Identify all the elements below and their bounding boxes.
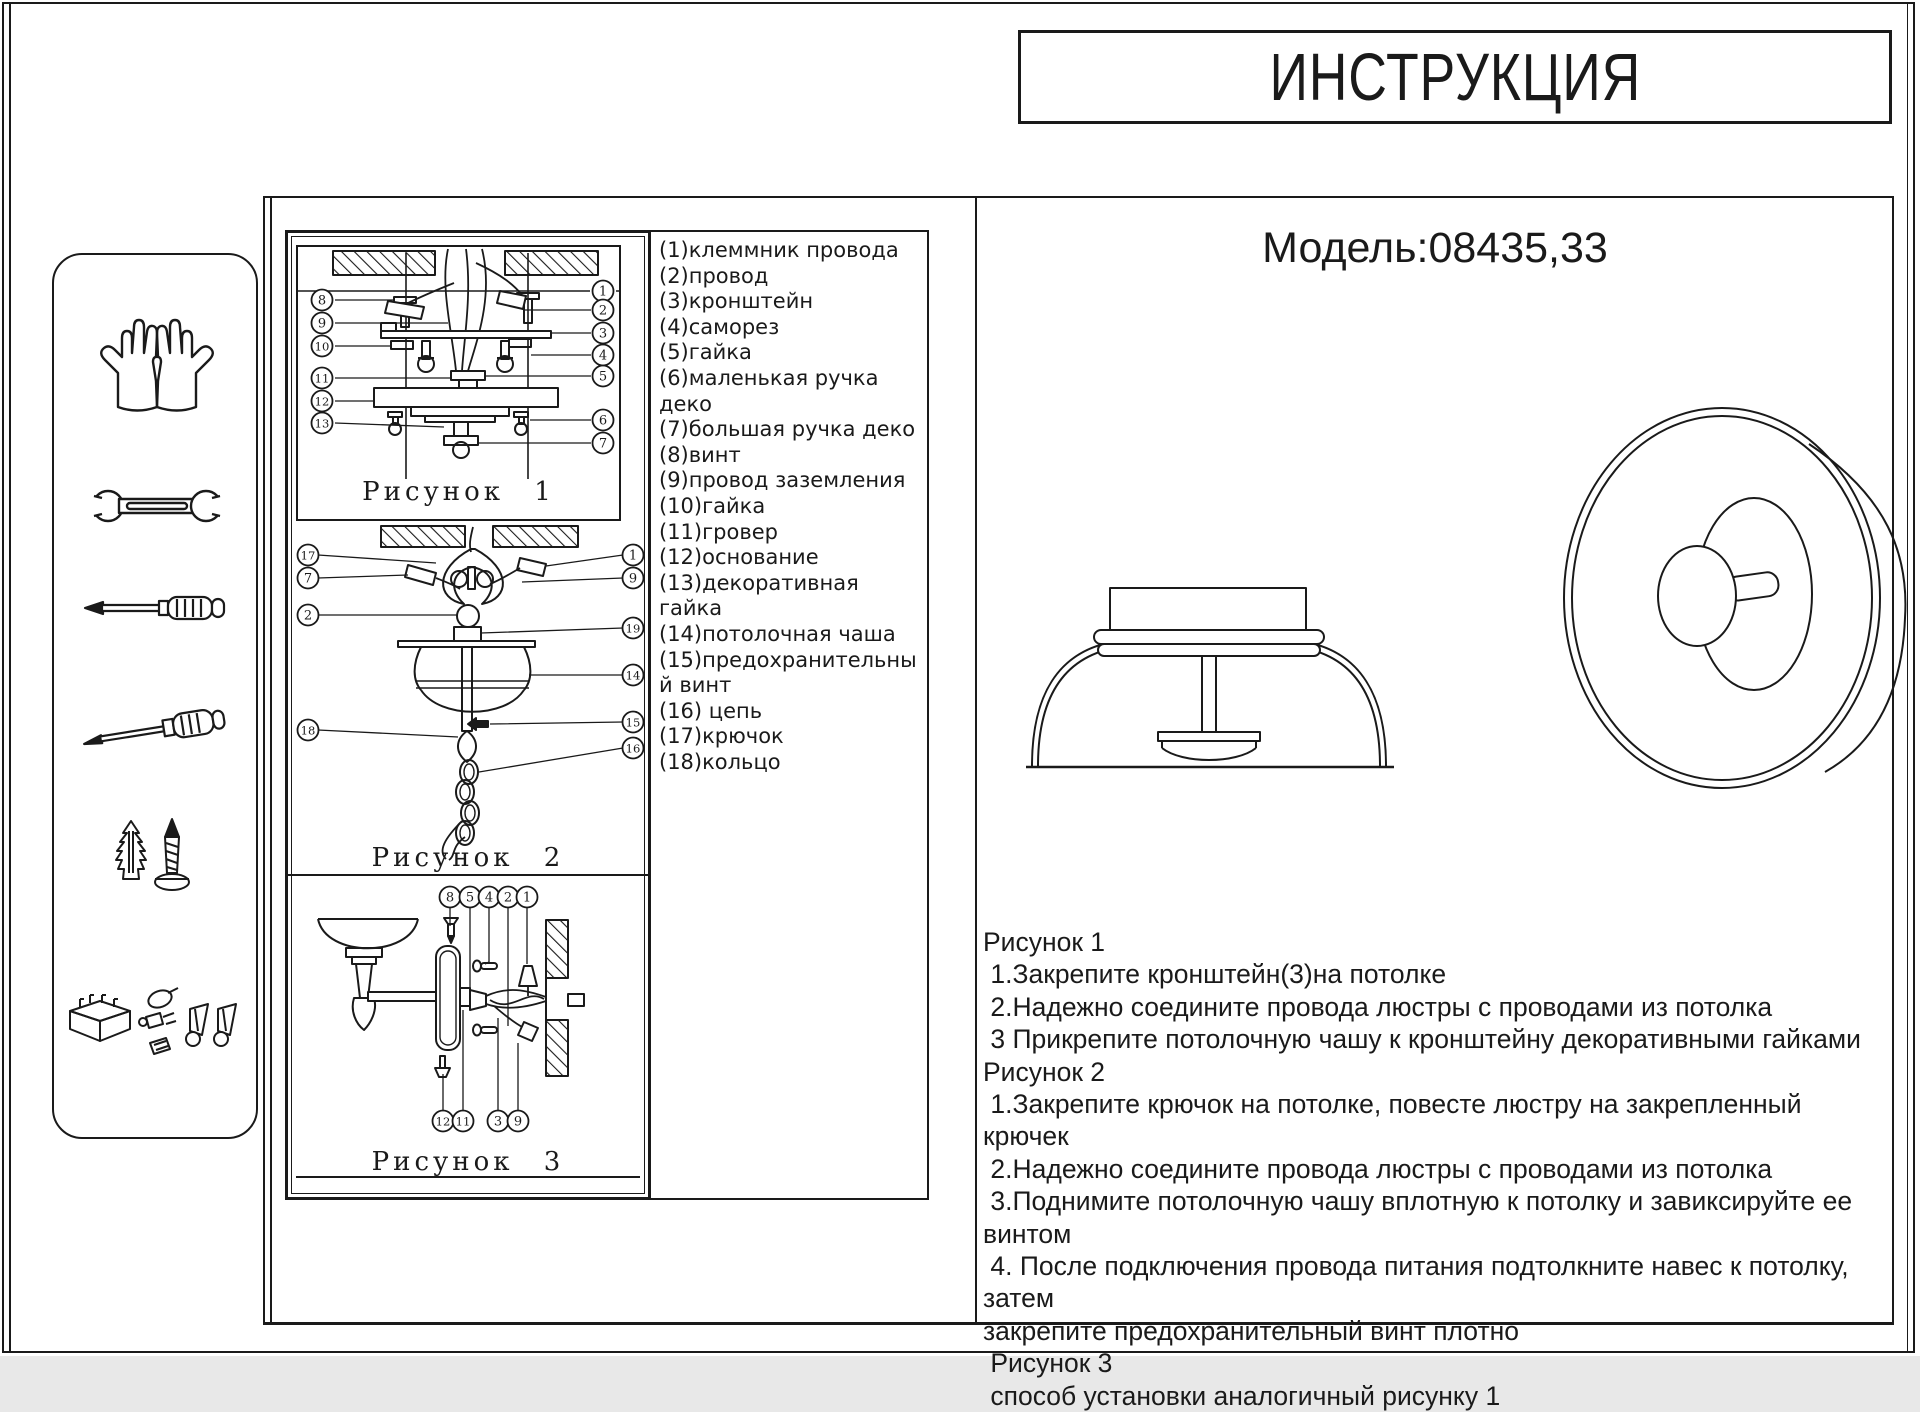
parts-list-item: (16) цепь	[659, 698, 763, 723]
figure-2-drawing	[288, 525, 651, 873]
callout-number	[623, 545, 644, 566]
figure-3-underline	[296, 1176, 640, 1178]
instruction-line: закрепите предохранительный винт плотно	[983, 1315, 1519, 1346]
callout-number	[593, 345, 614, 366]
parts-list-item: (13)декоративная гайка	[659, 570, 859, 621]
callout-number	[312, 391, 333, 412]
model-label: Модель:08435,33	[1262, 224, 1608, 272]
figures-and-parts-box	[285, 230, 929, 1200]
callout-number	[593, 300, 614, 321]
svg-text:9: 9	[513, 1114, 523, 1130]
figures-column	[285, 230, 651, 1200]
tools-sidebar	[52, 253, 258, 1139]
callout-number	[508, 1111, 529, 1132]
callout-number	[593, 366, 614, 387]
svg-text:15: 15	[625, 715, 641, 730]
figure-1-caption: Рисунок 1	[362, 477, 555, 507]
flat-screwdriver-icon	[82, 591, 228, 625]
callout-number	[479, 887, 500, 908]
callout-number	[312, 313, 333, 334]
callout-number	[453, 1111, 474, 1132]
svg-text:14: 14	[625, 668, 641, 683]
svg-text:12: 12	[435, 1114, 451, 1129]
callout-number	[298, 605, 319, 626]
parts-list-item: (15)предохранительный винт	[659, 647, 917, 698]
instruction-line: Рисунок 3	[983, 1348, 1113, 1379]
callout-number	[593, 323, 614, 344]
content-box	[263, 196, 1894, 1411]
callout-number	[312, 413, 333, 434]
callout-number	[298, 720, 319, 741]
figure-separator-line	[288, 874, 648, 876]
content-box-inner-left-line	[270, 198, 272, 1322]
svg-text:1: 1	[522, 890, 532, 906]
callout-number	[312, 368, 333, 389]
callout-number	[498, 887, 519, 908]
svg-text:13: 13	[314, 416, 330, 431]
svg-text:9: 9	[317, 316, 327, 332]
callout-number	[312, 290, 333, 311]
svg-text:16: 16	[625, 741, 641, 756]
svg-text:5: 5	[598, 369, 608, 385]
parts-list-item: (10)гайка	[659, 493, 766, 518]
callout-number	[440, 887, 461, 908]
parts-list-item: (3)кронштейн	[659, 289, 814, 314]
svg-text:3: 3	[493, 1114, 503, 1130]
callout-number	[623, 665, 644, 686]
svg-text:11: 11	[455, 1114, 471, 1129]
parts-list-item: (1)клеммник провода	[659, 238, 899, 262]
svg-text:2: 2	[503, 890, 513, 906]
callout-number	[623, 712, 644, 733]
svg-text:6: 6	[598, 413, 608, 429]
svg-text:1: 1	[628, 548, 638, 564]
svg-text:7: 7	[303, 571, 313, 587]
fittings-icon	[62, 983, 240, 1065]
callout-number	[433, 1111, 454, 1132]
ceiling-lamp-side-view	[1022, 586, 1398, 770]
svg-text:12: 12	[314, 394, 330, 409]
parts-list-item: (17)крючок	[659, 724, 784, 749]
parts-list-item: (8)винт	[659, 442, 741, 467]
svg-text:3: 3	[598, 326, 608, 342]
wrench-icon	[90, 485, 224, 527]
svg-text:2: 2	[303, 608, 313, 624]
svg-text:19: 19	[625, 621, 641, 636]
svg-text:4: 4	[598, 348, 608, 364]
figure-3-caption: Рисунок 3	[371, 1147, 565, 1177]
instruction-line: 1.Закрепите кронштейн(3)на потолке	[983, 959, 1447, 990]
callout-number	[298, 568, 319, 589]
parts-list-item: (4)саморез	[659, 314, 780, 339]
svg-text:9: 9	[628, 571, 638, 587]
parts-list-item: (18)кольцо	[659, 749, 781, 774]
instruction-line: 4. После подключения провода питания подтолкните навес к потолку, затем	[983, 1251, 1856, 1314]
instruction-line: способ установки аналогичный рисунку 1	[983, 1380, 1501, 1411]
svg-text:2: 2	[598, 303, 608, 319]
column-divider-line	[975, 198, 977, 1322]
parts-list-item: (7)большая ручка деко	[659, 417, 916, 442]
callout-number	[593, 281, 614, 302]
callout-number	[312, 336, 333, 357]
callout-number	[623, 738, 644, 759]
title-box	[1018, 30, 1892, 124]
instruction-line: Рисунок 2	[983, 1056, 1106, 1087]
parts-list-item: (11)гровер	[659, 519, 778, 544]
wall-anchor-and-screw-icon	[109, 817, 201, 901]
instruction-line: 2.Надежно соедините провода люстры с проводами из потолка	[983, 991, 1773, 1022]
svg-text:8: 8	[317, 293, 327, 309]
callout-number	[517, 887, 538, 908]
phillips-screwdriver-icon	[78, 697, 228, 753]
figure-1-frame	[296, 245, 621, 521]
parts-list-item: (5)гайка	[659, 340, 752, 365]
parts-list-item: (12)основание	[659, 545, 819, 570]
svg-text:4: 4	[484, 890, 494, 906]
installation-instructions	[983, 926, 1888, 1412]
callout-number	[460, 887, 481, 908]
page-title: ИНСТРУКЦИЯ	[1269, 39, 1641, 115]
callout-number	[593, 410, 614, 431]
parts-list-item: (14)потолочная чаша	[659, 621, 896, 646]
svg-text:5: 5	[465, 890, 475, 906]
callout-number	[488, 1111, 509, 1132]
callout-number	[623, 568, 644, 589]
ceiling-lamp-perspective-view	[1557, 406, 1907, 791]
svg-text:17: 17	[300, 548, 316, 563]
instruction-line: 1.Закрепите крючок на потолке, повесте люстру на закрепленный крючек	[983, 1089, 1809, 1152]
figure-2-caption: Рисунок 2	[371, 843, 565, 873]
svg-text:18: 18	[300, 723, 316, 738]
gloves-icon	[92, 307, 222, 415]
instruction-line: 2.Надежно соедините провода люстры с проводами из потолка	[983, 1153, 1773, 1184]
svg-text:10: 10	[314, 339, 330, 354]
instruction-line: 3 Прикрепите потолочную чашу к кронштейну декоративными гайками	[983, 1024, 1861, 1055]
parts-list	[659, 238, 922, 775]
svg-text:8: 8	[445, 890, 455, 906]
instruction-line: 3.Поднимите потолочную чашу вплотную к потолку и завиксируйте ее винтом	[983, 1186, 1860, 1249]
svg-text:7: 7	[598, 436, 608, 452]
page-border-inner-left	[9, 2, 11, 1353]
callout-number	[593, 433, 614, 454]
callout-number	[623, 618, 644, 639]
parts-list-item: (2)провод	[659, 263, 769, 288]
instruction-line: Рисунок 1	[983, 927, 1106, 957]
parts-list-item: (9)провод заземления	[659, 468, 906, 493]
parts-list-item: (6)маленькая ручка деко	[659, 365, 879, 416]
callout-number	[298, 545, 319, 566]
svg-text:11: 11	[314, 371, 330, 386]
svg-text:1: 1	[598, 284, 608, 300]
